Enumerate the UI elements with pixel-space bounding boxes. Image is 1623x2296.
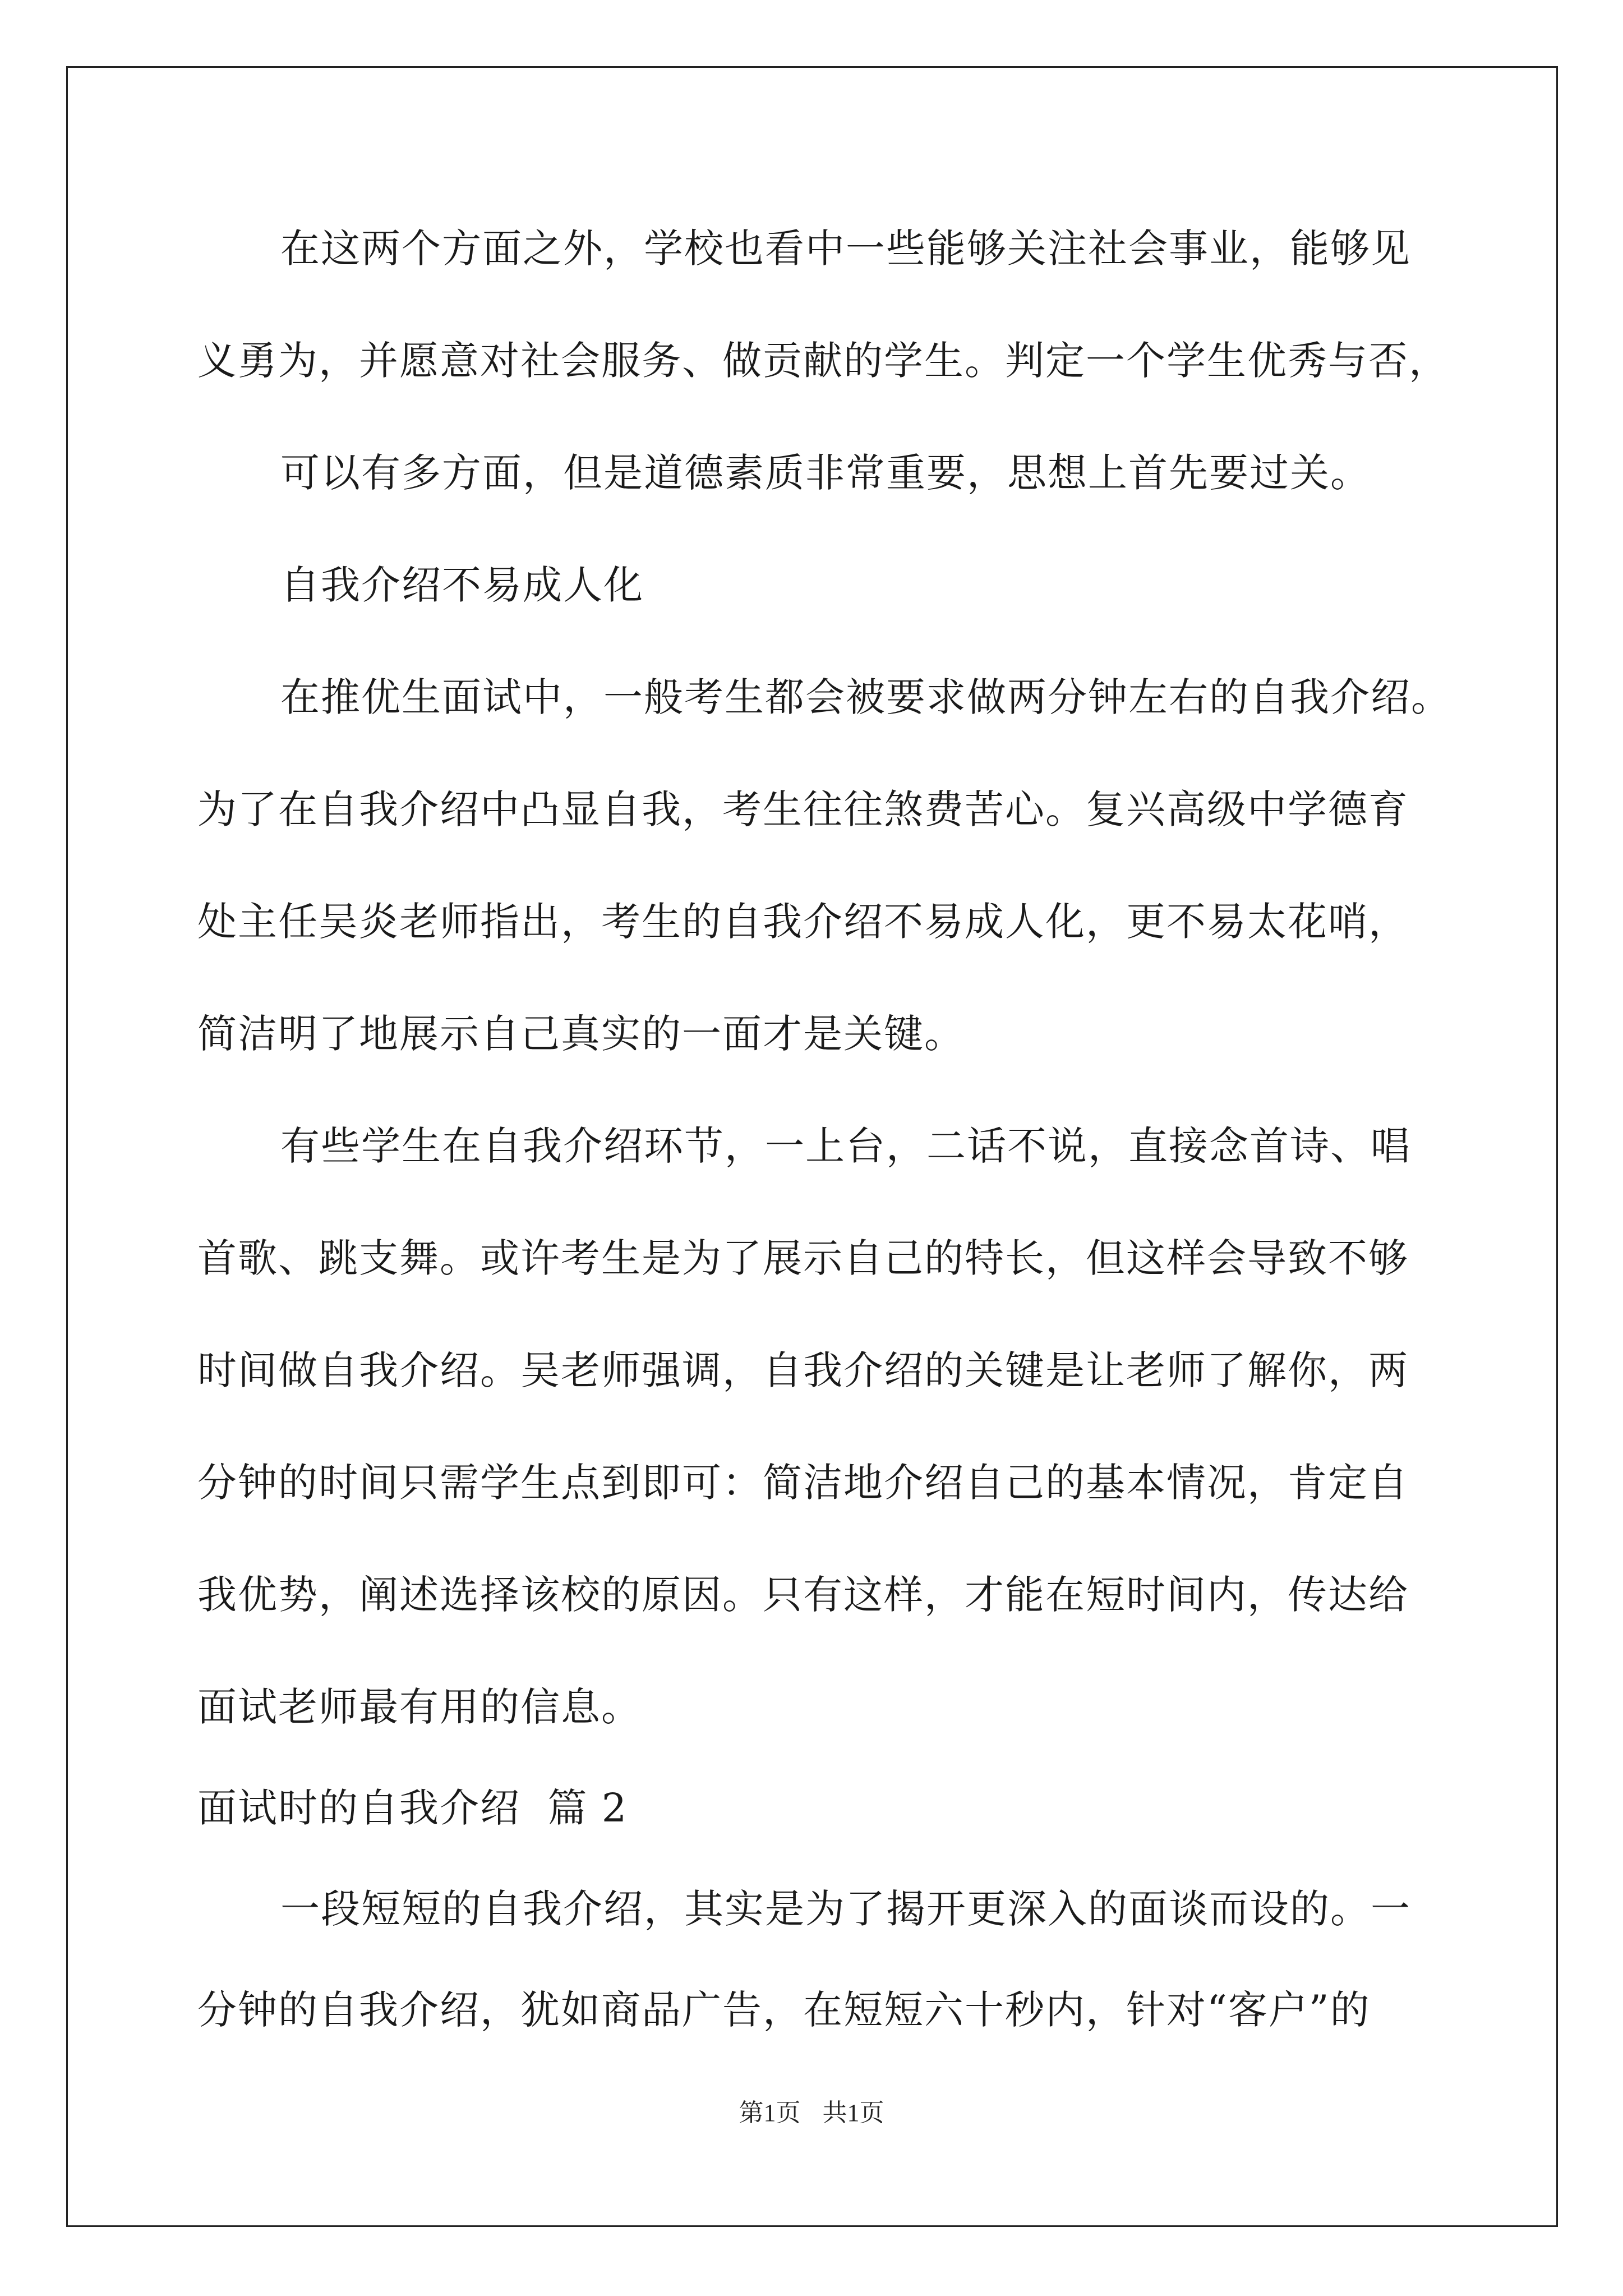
- page-footer: [0, 2092, 1623, 2128]
- paragraph-line: 分钟的自我介绍，犹如商品广告，在短短六十秒内，针对“客户”的: [197, 1987, 1371, 2033]
- paragraph-line: 首歌、跳支舞。或许考生是为了展示自己的特长，但这样会导致不够: [197, 1235, 1409, 1281]
- paragraph-line: 义勇为，并愿意对社会服务、做贡献的学生。判定一个学生优秀与否，: [197, 338, 1449, 384]
- paragraph-line: 我优势，阐述选择该校的原因。只有这样，才能在短时间内，传达给: [197, 1572, 1409, 1618]
- paragraph-line: 简洁明了地展示自己真实的一面才是关键。: [197, 1011, 965, 1057]
- paragraph-line: 分钟的时间只需学生点到即可：简洁地介绍自己的基本情况，肯定自: [197, 1460, 1409, 1506]
- paragraph-line: 面试老师最有用的信息。: [197, 1684, 642, 1730]
- section-subheading: 自我介绍不易成人化: [280, 562, 644, 608]
- paragraph-line: 在这两个方面之外，学校也看中一些能够关注社会事业，能够见: [280, 226, 1411, 272]
- page-number-total: 共1页: [822, 2099, 884, 2127]
- paragraph-line: 可以有多方面，但是道德素质非常重要，思想上首先要过关。: [280, 450, 1371, 496]
- paragraph-line: 时间做自我介绍。吴老师强调，自我介绍的关键是让老师了解你，两: [197, 1347, 1409, 1393]
- paragraph-line: 为了在自我介绍中凸显自我，考生往往煞费苦心。复兴高级中学德育: [197, 786, 1409, 832]
- paragraph-line: 处主任吴炎老师指出，考生的自我介绍不易成人化，更不易太花哨，: [197, 899, 1409, 945]
- paragraph-line: 一段短短的自我介绍，其实是为了揭开更深入的面谈而设的。一: [280, 1886, 1411, 1932]
- section-heading: 面试时的自我介绍 篇 2: [197, 1785, 628, 1831]
- paragraph-line: 有些学生在自我介绍环节，一上台，二话不说，直接念首诗、唱: [280, 1123, 1411, 1169]
- page-number-current: 第1页: [739, 2099, 801, 2127]
- paragraph-line: 在推优生面试中，一般考生都会被要求做两分钟左右的自我介绍。: [280, 674, 1451, 720]
